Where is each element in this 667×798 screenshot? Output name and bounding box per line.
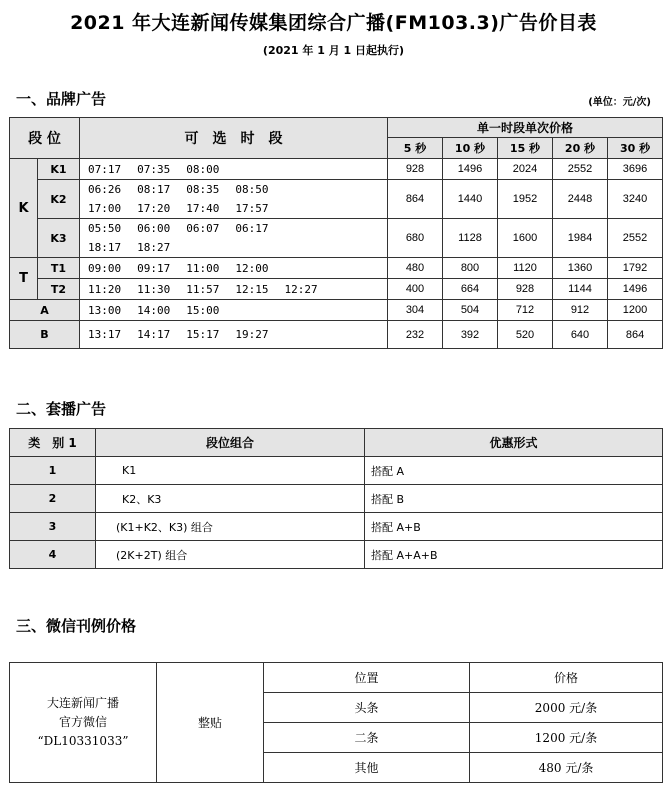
header-duration: 20 秒 — [553, 138, 608, 159]
price-cell: 392 — [443, 321, 498, 349]
category-cell: 4 — [10, 541, 96, 569]
row-code: A — [10, 300, 80, 321]
price-cell: 1952 — [498, 180, 553, 219]
price-cell: 1120 — [498, 258, 553, 279]
price-cell: 1144 — [553, 279, 608, 300]
price-cell: 2024 — [498, 159, 553, 180]
price-cell: 3240 — [608, 180, 663, 219]
price-cell: 1200 — [608, 300, 663, 321]
time-slots: 11:20 11:30 11:57 12:15 12:27 — [80, 279, 388, 300]
group-label-t: T — [10, 258, 38, 300]
header-duration: 30 秒 — [608, 138, 663, 159]
category-cell: 2 — [10, 485, 96, 513]
header-slots: 可 选 时 段 — [80, 118, 388, 159]
price-cell: 864 — [608, 321, 663, 349]
price-cell: 928 — [498, 279, 553, 300]
price-cell: 928 — [388, 159, 443, 180]
time-slots: 05:50 06:00 06:07 06:17 18:17 18:27 — [80, 219, 388, 258]
section-heading-wechat: 三、微信刊例价格 — [16, 617, 137, 635]
header-price: 价格 — [470, 663, 663, 693]
position-cell: 头条 — [264, 693, 470, 723]
combo-cell: K2、K3 — [96, 485, 365, 513]
header-position: 段 位 — [10, 118, 80, 159]
price-cell: 1128 — [443, 219, 498, 258]
header-price-group: 单一时段单次价格 — [388, 118, 663, 138]
header-duration: 5 秒 — [388, 138, 443, 159]
time-slots: 07:17 07:35 08:00 — [80, 159, 388, 180]
position-cell: 二条 — [264, 723, 470, 753]
price-cell: 800 — [443, 258, 498, 279]
section-heading-brand: 一、品牌广告 — [16, 90, 107, 108]
price-cell: 1440 — [443, 180, 498, 219]
price-cell: 2000 元/条 — [470, 693, 663, 723]
wechat-price-table — [9, 662, 663, 783]
time-slots: 06:26 08:17 08:35 08:50 17:00 17:20 17:40 17:57 — [80, 180, 388, 219]
account-type: 官方微信 — [58, 715, 107, 729]
price-cell: 504 — [443, 300, 498, 321]
row-code: T2 — [38, 279, 80, 300]
combo-cell: (2K+2T) 组合 — [96, 541, 365, 569]
time-slots: 09:00 09:17 11:00 12:00 — [80, 258, 388, 279]
account-id: “DL10331033” — [37, 734, 129, 748]
price-cell: 912 — [553, 300, 608, 321]
price-cell: 480 — [388, 258, 443, 279]
price-cell: 1360 — [553, 258, 608, 279]
price-cell: 1984 — [553, 219, 608, 258]
section-heading-package: 二、套播广告 — [16, 400, 107, 418]
category-cell: 1 — [10, 457, 96, 485]
offer-cell: 搭配 A+A+B — [365, 541, 663, 569]
position-cell: 其他 — [264, 753, 470, 783]
combo-cell: (K1+K2、K3) 组合 — [96, 513, 365, 541]
effective-date: (2021 年 1 月 1 日起执行) — [262, 44, 405, 57]
price-cell: 1496 — [443, 159, 498, 180]
price-cell: 680 — [388, 219, 443, 258]
price-cell: 304 — [388, 300, 443, 321]
price-cell: 2552 — [553, 159, 608, 180]
time-slots: 13:17 14:17 15:17 19:27 — [80, 321, 388, 349]
price-cell: 3696 — [608, 159, 663, 180]
package-ads-table — [9, 428, 663, 569]
price-cell: 664 — [443, 279, 498, 300]
price-cell: 480 元/条 — [470, 753, 663, 783]
price-cell: 1600 — [498, 219, 553, 258]
price-cell: 2448 — [553, 180, 608, 219]
price-cell: 1200 元/条 — [470, 723, 663, 753]
header-position: 位置 — [264, 663, 470, 693]
combo-cell: K1 — [96, 457, 365, 485]
price-cell: 864 — [388, 180, 443, 219]
price-cell: 640 — [553, 321, 608, 349]
group-label-k: K — [10, 159, 38, 258]
price-cell: 1792 — [608, 258, 663, 279]
account-name: 大连新闻广播 — [46, 696, 119, 710]
brand-ads-table — [9, 117, 663, 349]
unit-note: (单位：元/次) — [588, 97, 651, 108]
price-cell: 400 — [388, 279, 443, 300]
row-code: T1 — [38, 258, 80, 279]
page-title: 2021 年大连新闻传媒集团综合广播(FM103.3)广告价目表 — [70, 12, 597, 34]
header-duration: 10 秒 — [443, 138, 498, 159]
price-cell: 232 — [388, 321, 443, 349]
header-duration: 15 秒 — [498, 138, 553, 159]
price-cell: 520 — [498, 321, 553, 349]
row-code: K2 — [38, 180, 80, 219]
time-slots: 13:00 14:00 15:00 — [80, 300, 388, 321]
offer-cell: 搭配 A+B — [365, 513, 663, 541]
category-cell: 3 — [10, 513, 96, 541]
price-cell: 1496 — [608, 279, 663, 300]
header-category: 类 别 1 — [10, 429, 96, 457]
row-code: K1 — [38, 159, 80, 180]
header-combo: 段位组合 — [96, 429, 365, 457]
row-code: K3 — [38, 219, 80, 258]
offer-cell: 搭配 A — [365, 457, 663, 485]
row-code: B — [10, 321, 80, 349]
price-cell: 712 — [498, 300, 553, 321]
header-offer: 优惠形式 — [365, 429, 663, 457]
price-cell: 2552 — [608, 219, 663, 258]
placement-type: 整贴 — [157, 663, 264, 783]
wechat-account-cell — [10, 663, 157, 783]
offer-cell: 搭配 B — [365, 485, 663, 513]
